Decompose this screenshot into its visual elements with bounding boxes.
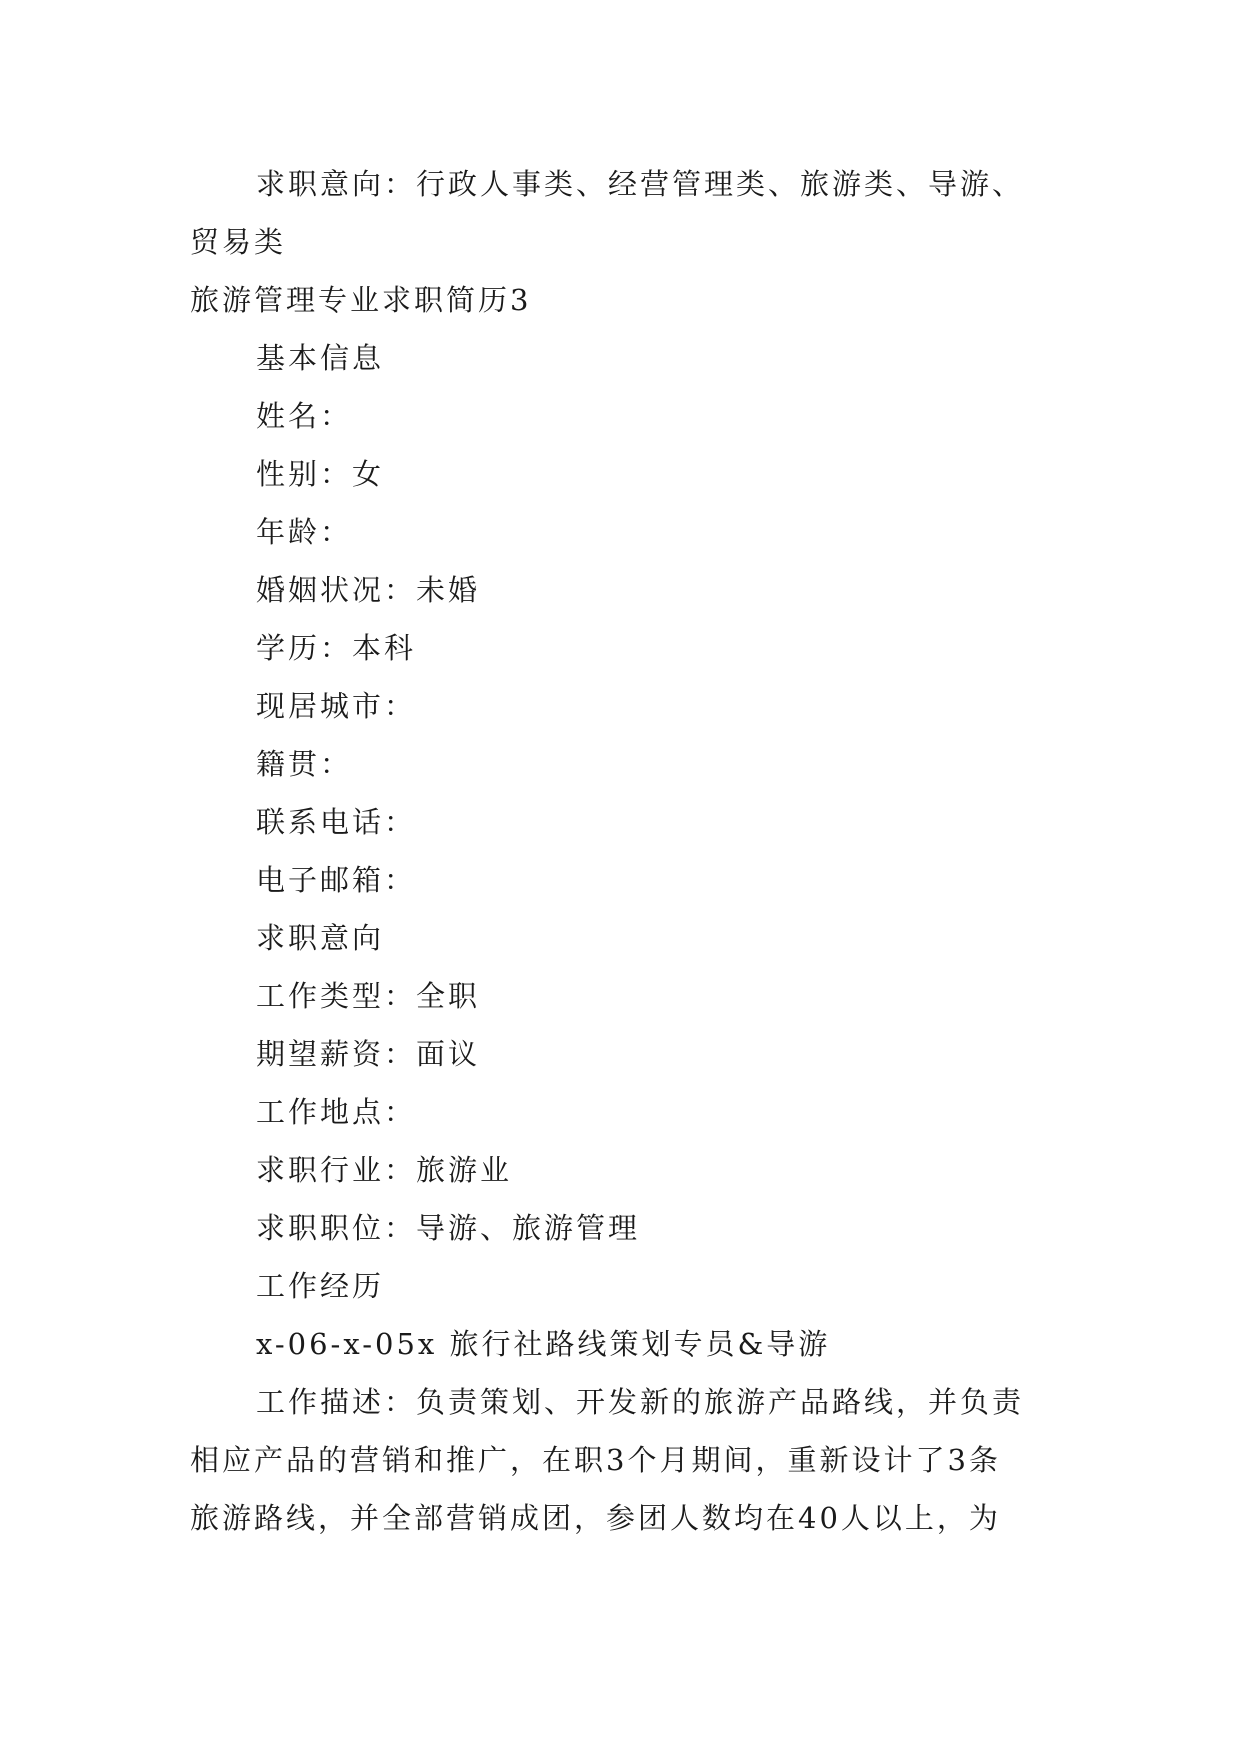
section-heading-work-experience: 工作经历 xyxy=(256,1269,385,1303)
section-heading-job-intention: 求职意向 xyxy=(256,921,385,955)
field-industry: 求职行业：旅游业 xyxy=(256,1153,513,1187)
resume-title: 旅游管理专业求职简历3 xyxy=(190,283,532,317)
field-expected-salary: 期望薪资：面议 xyxy=(256,1037,481,1071)
experience-entry-header: x-06-x-05x 旅行社路线策划专员&导游 xyxy=(256,1327,831,1361)
section-heading-basic-info: 基本信息 xyxy=(256,341,385,375)
field-current-city: 现居城市： xyxy=(256,689,417,723)
field-job-type: 工作类型：全职 xyxy=(256,979,481,1013)
work-description-line-3: 旅游路线，并全部营销成团，参团人数均在40人以上，为 xyxy=(190,1501,1001,1535)
field-age: 年龄： xyxy=(256,515,353,549)
field-education: 学历：本科 xyxy=(256,631,417,665)
field-phone: 联系电话： xyxy=(256,805,417,839)
field-marital-status: 婚姻状况：未婚 xyxy=(256,573,481,607)
work-description-line-2: 相应产品的营销和推广，在职3个月期间，重新设计了3条 xyxy=(190,1443,1001,1477)
work-description-line-1: 工作描述：负责策划、开发新的旅游产品路线，并负责 xyxy=(256,1385,1025,1419)
field-position: 求职职位：导游、旅游管理 xyxy=(256,1211,641,1245)
field-work-location: 工作地点： xyxy=(256,1095,417,1129)
field-email: 电子邮箱： xyxy=(256,863,417,897)
field-name: 姓名： xyxy=(256,399,353,433)
job-intention-line: 求职意向：行政人事类、经营管理类、旅游类、导游、 xyxy=(256,167,1025,201)
field-gender: 性别：女 xyxy=(256,457,385,491)
field-hometown: 籍贯： xyxy=(256,747,353,781)
job-intention-continuation: 贸易类 xyxy=(190,225,287,259)
